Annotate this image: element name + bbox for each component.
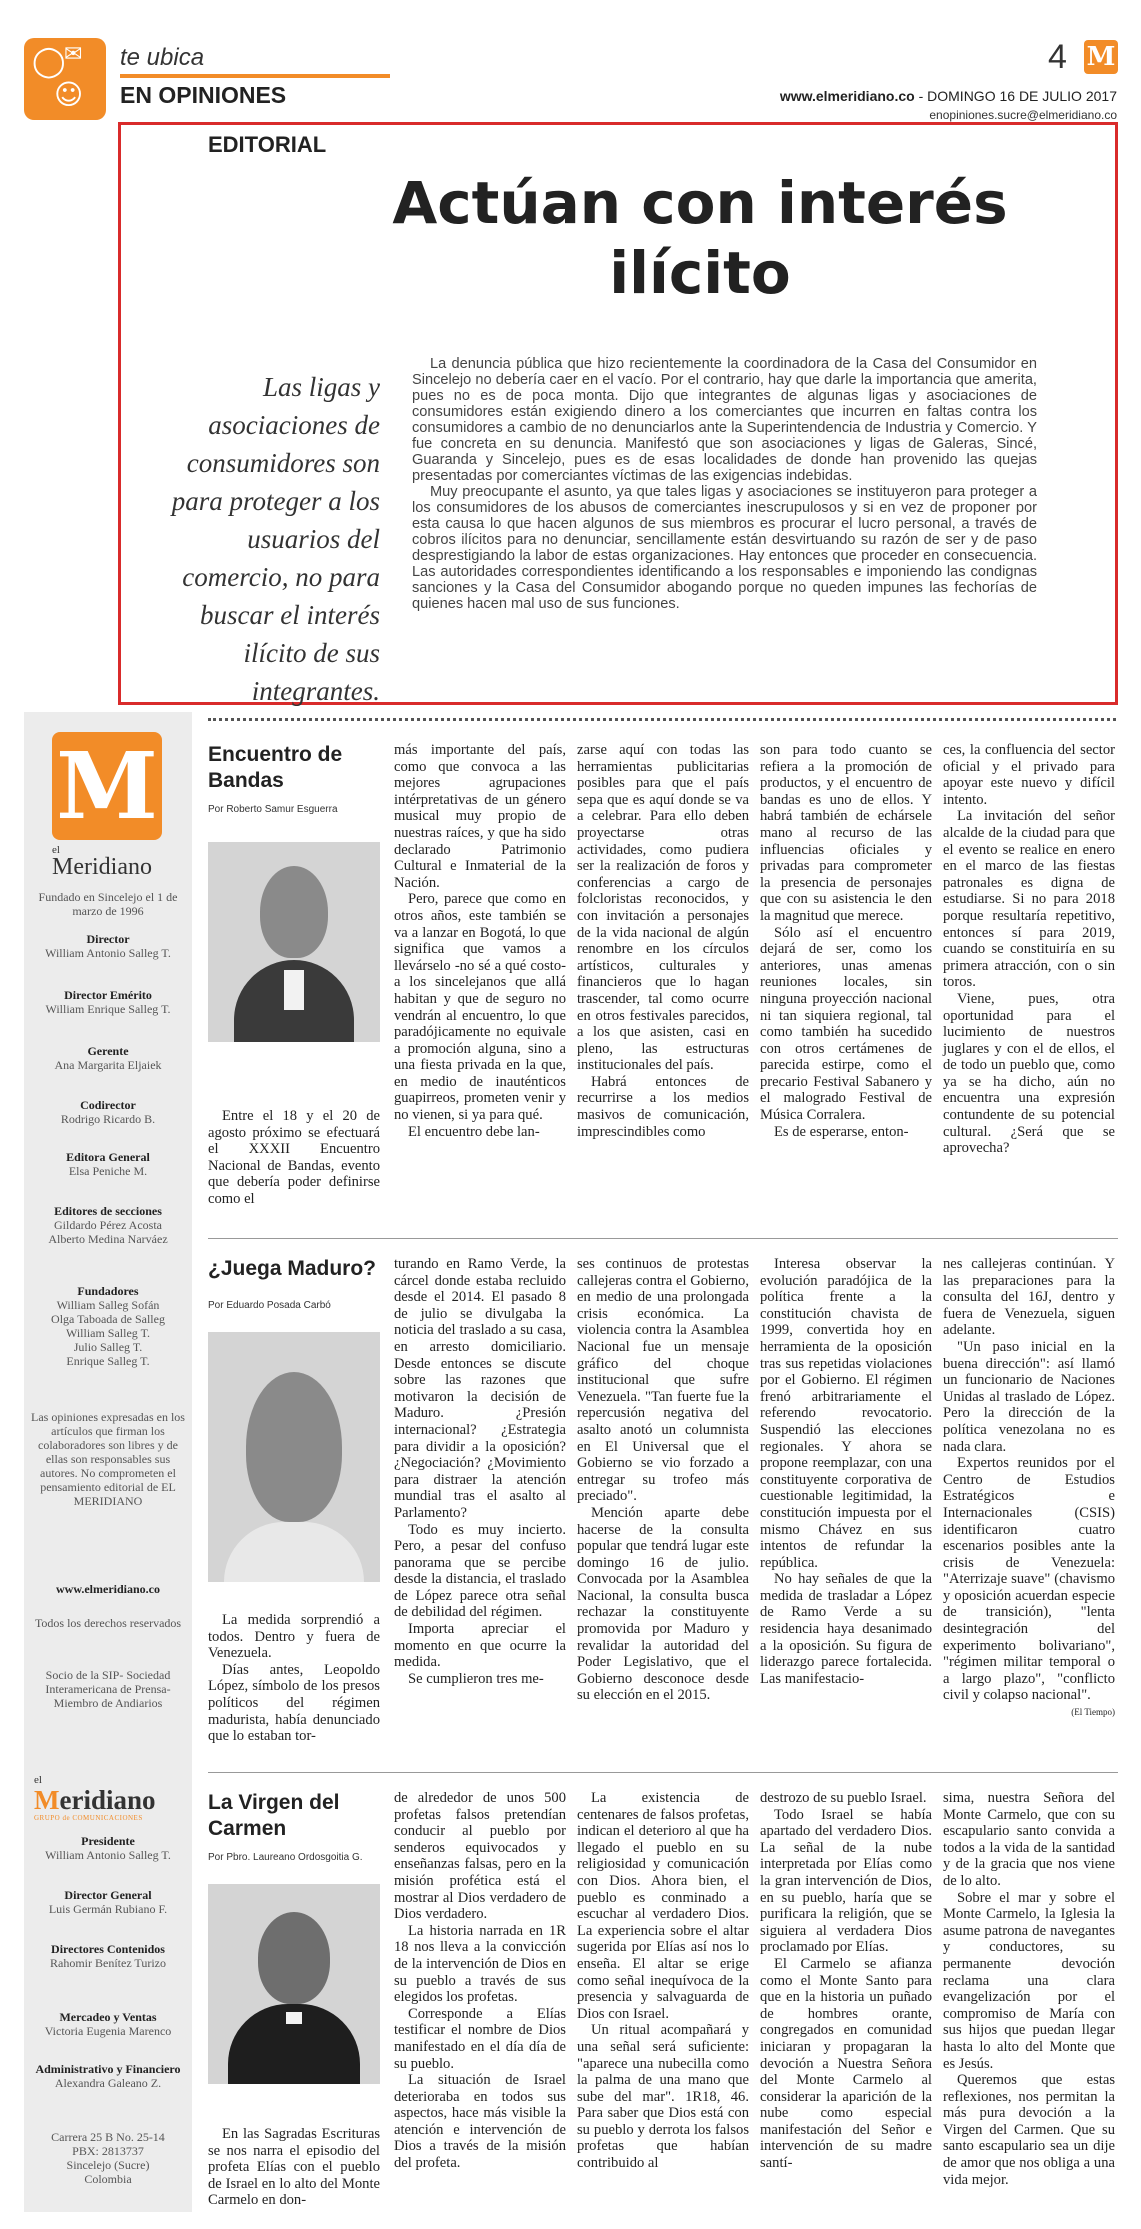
founded-note: Fundado en Sincelejo el 1 de marzo de 1996 <box>38 890 178 918</box>
article-paragraph: ces, la confluencia del sector oficial y el privado para apoyar este nuevo y difícil intento. <box>943 742 1115 808</box>
article-byline: Por Pbro. Laureano Ordosgoitia G. <box>208 1852 363 1863</box>
article-divider <box>208 1238 1118 1239</box>
staff-role: Directores Contenidos <box>51 1942 165 1956</box>
staff-role: Codirector <box>80 1098 136 1112</box>
speech-bubble-icon: ◯ <box>32 44 66 79</box>
article-column <box>577 1790 749 2172</box>
article-paragraph: ses continuos de protestas callejeras contra el Gobierno, en medio de una prolongada crisis económica. La violencia contra la Asamblea Nacional fue un mensaje gráfico del choque institucional que sufre Venezuela. "Tan fuerte fue la repercusión negativa del asalto anotó un columnista en El Universal que el Gobierno se vio forzado a entregar su trofeo más preciado". <box>577 1256 749 1505</box>
masthead-logo-icon: M <box>52 732 162 840</box>
staff-name: Elsa Peniche M. <box>68 1164 148 1178</box>
article-column <box>943 1256 1115 1721</box>
article-paragraph: El Carmelo se afianza como el Monte Santo para que en la historia un puñado de hombres orante, congregados en comunidad iniciaran y propagaran la devoción a Nuestra Señora del Monte Carmelo al considerar la aparición de la nube como especial manifestación del Señor e intervención de su madre santí- <box>760 1955 932 2172</box>
chat-icon: ✉ <box>64 42 83 67</box>
article-paragraph: Sólo así el encuentro dejará de ser, como los anteriores, unas amenas reuniones locales, sin ninguna proyección nacional ni tan siquiera regional, tal como también ha sucedido con otros certámenes de parecida estirpe, como el precario Festival Sabanero y el malogrado Festival de Música Corralera. <box>760 924 932 1124</box>
staff-entry <box>28 932 188 960</box>
article-paragraph: sima, nuestra Señora del Monte Carmelo, que con su escapulario santo convida a todos a la vida de la santidad y de la gracia que nos viene de lo alto. <box>943 1790 1115 1889</box>
sidebar-site-url[interactable]: www.elmeridiano.co <box>56 1582 160 1596</box>
disclaimer: Las opiniones expresadas en los artículos que firman los colaboradores son libres y de ellas son responsables sus autores. No comprometen el pensamiento editorial de EL MERIDIANO <box>31 1410 185 1508</box>
staff-name: Luis Germán Rubiano F. <box>48 1902 168 1916</box>
article-paragraph: Queremos que estas reflexiones, nos permitan la más pura devoción a la Virgen del Carmen. Que su santo escapulario sea un dije de amor que nos obliga a una vida mejor. <box>943 2072 1115 2188</box>
article-column <box>394 1256 566 1687</box>
article-paragraph: La historia narrada en 1R 18 nos lleva a la convicción de la intervención de Dios en su pueblo a través de sus elegidos los profetas. <box>394 1922 566 2006</box>
article-paragraph: Se cumplieron tres me- <box>408 1670 544 1687</box>
article-paragraph: La invitación del señor alcalde de la ciudad para que el evento se realice en enero en el marco de las fiestas patronales es digna de estudiarse. Si no para 2018 porque resultaría repetitivo, entonces sí para 2019, cuando se constituiría en su primera atracción, con o sin toros. <box>943 808 1115 991</box>
article-column <box>760 742 932 1140</box>
article-paragraph: Todo es muy incierto. Pero, a pesar del confuso panorama que se percibe desde la distancia, el traslado de López parece otra señal de debilidad del régimen. <box>394 1521 566 1621</box>
article-paragraph: Todo Israel se había apartado del verdadero Dios. La señal de la nube interpretada por Elías como la gran intervención de Dios, en su pueblo, haría que se purificara la religión, que se siguiera al verdadera Dios proclamado por Elías. <box>760 1806 932 1956</box>
article-paragraph: Mención aparte debe hacerse de la consulta popular que tendrá lugar este domingo 16 de julio. Convocada por la Asamblea Nacional, la consulta busca rechazar la constituyente promovida por Maduro y revalidar la autoridad del Poder Legislativo, que el Gobierno desconoce desde su elección en el 2015. <box>577 1504 749 1704</box>
section-name: EN OPINIONES <box>120 82 287 108</box>
staff-entry <box>28 1834 188 1862</box>
section-tag: te ubica <box>120 44 205 71</box>
staff-role: Gerente <box>87 1044 129 1058</box>
article-paragraph: Expertos reunidos por el Centro de Estudios Estratégicos e Internacionales (CSIS) identificaron cuatro escenarios posibles ante la crisis de Venezuela: "Aterrizaje suave" (chavismo y oposición acuerdan especie de transición), "lenta desintegración del experimento bolivariano", "régimen militar temporal o a largo plazo", "conflicto civil y colapso nacional". <box>943 1455 1115 1704</box>
staff-name: Rahomir Benítez Turizo <box>50 1956 166 1970</box>
editorial-title: Actúan con interés ilícito <box>392 169 1008 307</box>
article-paragraph: La situación de Israel deterioraba en todos sus aspectos, hace más visible la atención e intervención de Dios a través de la misión del profeta. <box>394 2072 566 2172</box>
article-juega-maduro <box>208 1256 1118 1756</box>
masthead-sidebar <box>24 712 192 2212</box>
author-photo <box>208 1884 380 2084</box>
page-number: 4 <box>1048 38 1067 76</box>
article-paragraph: zarse aquí con todas las herramientas publicitarias posibles para que el país sepa que es aquí donde se va a celebrar. Para ello deben proyectarse otras actividades, como pudiera ser la realización de foros y conferencias a cargo de folcloristas reconocidos, y con invitación a personajes de la vida nacional de algún renombre en los círculos artísticos, culturales y financieros que lo hagan trascender, tal como ocurre en otros festivales parecidos, a los que asisten, casi en pleno, las estructuras institucionales del país. <box>577 742 749 1074</box>
sip-note: Socio de la SIP- Sociedad Interamericana de Prensa- Miembro de Andiarios <box>45 1668 171 1710</box>
staff-name: William Salleg Sofán Olga Taboada de Salleg William Salleg T. Julio Salleg T. Enrique Salleg T. <box>51 1298 165 1368</box>
staff-role: Director <box>86 932 130 946</box>
editorial-body <box>412 356 1037 612</box>
staff-entry <box>28 2010 188 2038</box>
article-paragraph: turando en Ramo Verde, la cárcel donde estaba recluido desde el 2014. El pasado 8 de julio se divulgaba la noticia del traslado a su casa, en arresto domiciliario. Desde entonces se discute sobre las razones que motivaron la decisión de Maduro. ¿Presión internacional? ¿Estrategia para dividir a la oposición? ¿Negociación? ¿Movimiento para distraer la atención mundial tras el asalto al Parlamento? <box>394 1256 566 1521</box>
article-paragraph: Habrá entonces de recurrirse a los medios masivos de comunicación, imprescindibles como <box>577 1073 749 1140</box>
article-paragraph: Interesa observar la evolución paradójica de la política frente a la constitución chavista de 1999, convertida hoy en herramienta de la oposición tras sus repetidas violaciones por el Gobierno. El régimen frenó arbitrariamente el referendo revocatorio. Suspendió las elecciones regionales. Y ahora se propone reemplazar, con una constituyente corporativa de cuestionable legitimidad, la constitución impuesta por el mismo Chávez en sus intentos de refundar la república. <box>760 1256 932 1571</box>
article-paragraph: son para todo cuanto se refiera a la promoción de productos, y el encuentro de bandas es uno de ellos. Y habrá también de echársele mano al recurso de las influencias oficiales y privadas para comprometer la presencia de personajes que con su asistencia le den la magnitud que merece. <box>760 742 932 924</box>
group-logo-letter: M <box>34 1785 60 1815</box>
article-paragraph: La existencia de centenares de falsos profetas, indican el deterioro al que ha llegado el pueblo en su religiosidad y comunicación con Dios. Ahora bien, el pueblo es conminado a escuchar al verdadero Dios. La experiencia sobre el altar sugerida por Elías así nos lo enseña. El altar se erige como señal inequívoca de la presencia y salvaguarda de Dios con Israel. <box>577 1790 749 2022</box>
staff-role: Fundadores <box>77 1284 139 1298</box>
group-logo-rest: eridiano <box>59 1785 156 1815</box>
article-paragraph: Corresponde a Elías testificar el nombre de Dios manifestado en el día día de su pueblo. <box>394 2005 566 2072</box>
staff-role: Director Emérito <box>64 988 152 1002</box>
article-paragraph: "Un paso inicial en la buena dirección": así llamó un funcionario de Naciones Unidas al traslado de López. Pero la dirección de la política venezolana no es nada clara. <box>943 1338 1115 1455</box>
article-paragraph: En las Sagradas Escrituras se nos narra el episodio del profeta Elías con el pueblo de Israel en lo alto del Monte Carmelo en don- <box>208 2126 380 2209</box>
article-column <box>577 742 749 1140</box>
staff-role: Administrativo y Financiero <box>35 2062 181 2076</box>
staff-entry <box>28 1888 188 1916</box>
article-source: (El Tiempo) <box>1071 1707 1115 1718</box>
staff-entry <box>28 1098 188 1126</box>
article-column <box>394 1790 566 2172</box>
article-paragraph: de alrededor de unos 500 profetas falsos pretendían conducir al pueblo por senderos equivocados y enseñanzas falsas, pero en la misión profética está el mostrar al Dios verdadero de Dios verdadero. <box>394 1790 566 1923</box>
article-column <box>943 1790 1115 2188</box>
page-header <box>0 0 1141 130</box>
brand-logo-icon: M <box>1084 40 1118 74</box>
staff-name: Alexandra Galeano Z. <box>54 2076 162 2090</box>
author-photo <box>208 842 380 1042</box>
staff-name: Victoria Eugenia Marenco <box>44 2024 172 2038</box>
staff-entry <box>28 1284 188 1368</box>
site-url[interactable]: www.elmeridiano.co <box>779 88 915 104</box>
staff-entry <box>28 1044 188 1072</box>
brand-name: Meridiano <box>52 854 152 880</box>
article-title[interactable]: ¿Juega Maduro? <box>208 1257 377 1280</box>
group-logo-name <box>34 1786 184 1814</box>
article-paragraph: Viene, pues, otra oportunidad para el lucimiento de nuestros juglares y con el de ellos, el de todo un pueblo que, como ya se ha dicho, aún no encuentra una expresión contundente de su potencial cultural. ¿Será que se aprovecha? <box>943 990 1115 1157</box>
section-logo <box>24 38 106 120</box>
article-paragraph: Sobre el mar y sobre el Monte Carmelo, la Iglesia la asume patrona de navegantes y conductores, su permanente devoción reclama una clara evangelización por el compromiso de María con sus hijos que puedan llegar hasta lo alto del Monte que es Jesús. <box>943 1889 1115 2072</box>
article-encuentro-de-bandas <box>208 742 1118 1230</box>
staff-entry <box>28 1204 188 1246</box>
article-title[interactable]: Encuentro de Bandas <box>208 743 343 792</box>
dateline <box>780 88 1117 104</box>
article-column <box>577 1256 749 1704</box>
article-lead <box>208 1612 380 1745</box>
article-title[interactable]: La Virgen del Carmen <box>208 1791 340 1840</box>
article-paragraph: Es de esperarse, enton- <box>774 1123 909 1140</box>
article-byline: Por Roberto Samur Esguerra <box>208 804 338 815</box>
article-divider <box>208 1772 1118 1773</box>
article-paragraph: Importa apreciar el momento en que ocurre la medida. <box>394 1621 566 1671</box>
brand-small: el <box>52 844 60 856</box>
staff-name: William Enrique Salleg T. <box>45 1002 171 1016</box>
article-byline: Por Eduardo Posada Carbó <box>208 1300 331 1311</box>
article-virgen-del-carmen <box>208 1790 1118 2220</box>
staff-role: Editores de secciones <box>54 1204 162 1218</box>
article-column <box>760 1256 932 1687</box>
editorial-paragraph: La denuncia pública que hizo recientemente la coordinadora de la Casa del Consumidor en Sincelejo no debería caer en el vacío. Por el contrario, hay que darle la importancia que amerita, pues no es de poca monta. Dijo que integrantes de algunas ligas y asociaciones de consumidores están exigiendo dinero a los comerciantes que incurren en faltas contra los consumidores a cambio de no denunciarlos ante la Superintendencia de Industria y Comercio. Y fue concreta en su denuncia. Manifestó que son asociaciones y ligas de Galeras, Sincé, Guaranda y Sincelejo, pues es de esas localidades de donde han provenido las quejas presentadas por comerciantes víctimas de las exigencias indebidas. <box>412 356 1037 484</box>
article-column <box>760 1790 932 2172</box>
group-logo-small: el <box>34 1774 42 1786</box>
staff-entry <box>28 1942 188 1970</box>
editorial-pull-quote: Las ligas y asociaciones de consumidores son para proteger a los usuarios del comercio, no para buscar el interés ilícito de sus integrantes. <box>171 372 380 706</box>
pin-icon: ☺ <box>54 78 84 111</box>
article-paragraph: Pero, parece que como en otros años, este también se va a lanzar en Bogotá, lo que significa que vamos a llevárselo -no sé a qué costo- a los sincelejanos que allá habitan y que de seguro no vendrán al encuentro, lo que paradójicamente no equivale a promoción alguna, sino a una fiesta privada en la que, en medio de inauténticos guapirreos, prometen venir y no vienen, si ya para qué. <box>394 891 566 1124</box>
staff-entry <box>28 2062 188 2090</box>
article-paragraph: El encuentro debe lan- <box>408 1123 540 1140</box>
edition-date: - DOMINGO 16 DE JULIO 2017 <box>914 88 1117 104</box>
article-paragraph: nes callejeras continúan. Y las preparaciones para la consulta del 16J, dentro y fuera de Venezuela, siguen adelante. <box>943 1256 1115 1339</box>
staff-role: Director General <box>64 1888 152 1902</box>
article-column <box>394 742 566 1140</box>
article-paragraph: destrozo de su pueblo Israel. <box>760 1790 927 1806</box>
section-divider <box>208 718 1116 721</box>
staff-name: William Antonio Salleg T. <box>45 946 171 960</box>
staff-name: Rodrigo Ricardo B. <box>60 1112 156 1126</box>
article-paragraph: No hay señales de que la medida de trasladar a López de Ramo Verde a su residencia haya desanimado a la oposición. Su figura de liderazgo parece fortalecida. Las manifestacio- <box>760 1571 932 1687</box>
rights-note: Todos los derechos reservados <box>34 1616 182 1630</box>
article-paragraph: más importante del país, como que convoca a las mejores agrupaciones intérpretativas de un género musical muy propio de nuestras raíces, y que ha sido declarado Patrimonio Cultural e Inmaterial de la Nación. <box>394 742 566 891</box>
article-paragraph: Un ritual acompañará y una señal será suficiente: "aparece una nubecilla como la palma de una mano que sube del mar". 1R18, 46. Para saber que Dios está con su pueblo y derrota los falsos profetas que habían contribuido al <box>577 2022 749 2172</box>
staff-entry <box>28 988 188 1016</box>
staff-name: William Antonio Salleg T. <box>45 1848 171 1862</box>
staff-name: Ana Margarita Eljaiek <box>54 1058 162 1072</box>
staff-role: Presidente <box>81 1834 135 1848</box>
article-paragraph: Días antes, Leopoldo López, símbolo de los presos políticos del régimen madurista, había denunciado que lo estaban tor- <box>208 1661 380 1745</box>
staff-role: Editora General <box>66 1150 150 1164</box>
group-logo-subtitle: GRUPO de COMUNICACIONES <box>34 1814 143 1822</box>
author-photo <box>208 1332 380 1582</box>
article-lead <box>208 1108 380 1208</box>
address: Carrera 25 B No. 25-14 PBX: 2813737 Sincelejo (Sucre) Colombia <box>51 2130 165 2186</box>
section-rule <box>120 74 390 78</box>
article-lead <box>208 2126 380 2209</box>
article-paragraph: La medida sorprendió a todos. Dentro y fuera de Venezuela. <box>208 1612 380 1662</box>
group-logo <box>34 1774 184 1822</box>
staff-entry <box>28 1150 188 1178</box>
staff-name: Gildardo Pérez Acosta Alberto Medina Narváez <box>48 1218 168 1246</box>
editorial-paragraph: Muy preocupante el asunto, ya que tales ligas y asociaciones se instituyeron para proteger a los consumidores de los abusos de comerciantes inescrupulosos y si en vez de proponer por esta causa lo que hacen algunos de sus miembros es procurar el lucro personal, a través de cobros ilícitos para no denunciar, sencillamente están desvirtuando su razón de ser y de paso desprestigiando la labor de estas organizaciones. Hay entonces que proceder en consecuencia. Las autoridades correspondientes identificando a los responsables e imponiendo las condignas sanciones y la Casa del Consumidor abogando porque no queden impunes las fechorías de quienes hacen mal uso de sus funciones. <box>412 484 1037 612</box>
editorial-kicker: EDITORIAL <box>208 132 327 157</box>
section-email[interactable]: enopiniones.sucre@elmeridiano.co <box>929 108 1117 122</box>
staff-role: Mercadeo y Ventas <box>59 2010 157 2024</box>
article-column <box>943 742 1115 1157</box>
article-paragraph: Entre el 18 y el 20 de agosto próximo se efectuará el XXXII Encuentro Nacional de Bandas, evento que debería poder definirse como el <box>208 1108 380 1207</box>
